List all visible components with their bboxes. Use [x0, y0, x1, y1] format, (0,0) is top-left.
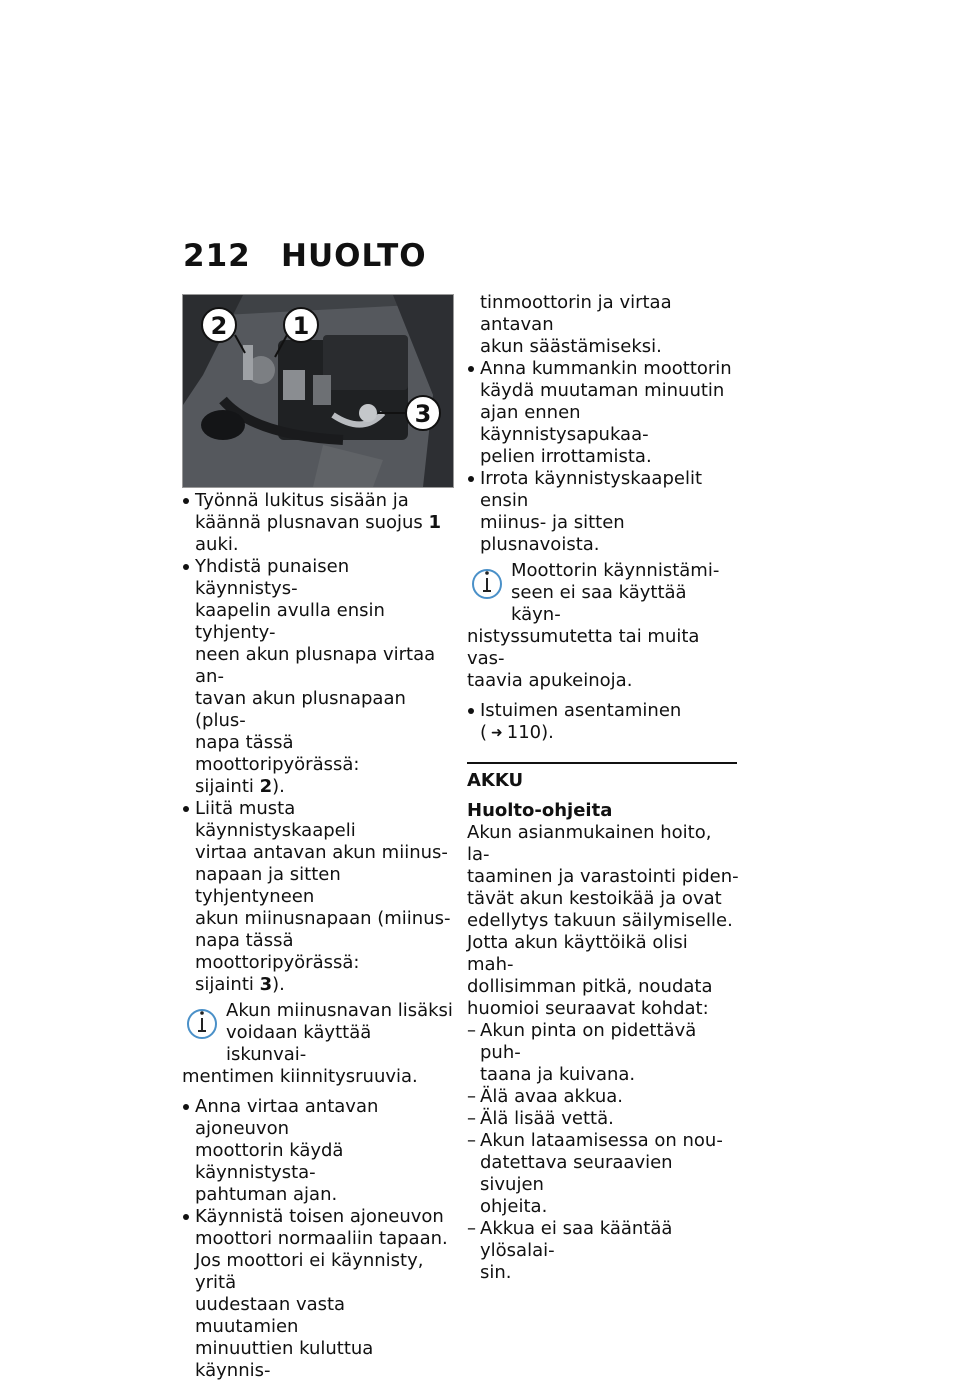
info-note: Moottorin käynnistämi- seen ei saa käyttää käyn- nistyssumutetta tai muita vas- taavia apukeinoja.: [467, 560, 720, 691]
info-icon: [182, 1000, 218, 1040]
list-item: Liitä musta käynnistyskaapeli virtaa antavan akun miinus- napaan ja sitten tyhjentyneen akun miinusnapaan (miinus- napa tässä moottoripyörässä: sijainti 3).: [182, 798, 454, 996]
list-item: Anna virtaa antavan ajoneuvon moottorin käydä käynnistysta- pahtuman ajan.: [182, 1096, 454, 1206]
list-item: – Akun pinta on pidettävä puh- taana ja kuivana.: [467, 1020, 739, 1086]
list-item: Yhdistä punaisen käynnistys- kaapelin avulla ensin tyhjenty- neen akun plusnapa virtaa an- tavan akun plusnapaan (plus- napa tässä moottoripyörässä: sijainti 2).: [182, 556, 454, 798]
subsection-heading: Huolto-ohjeita: [467, 800, 613, 821]
list-item: Irrota käynnistyskaapelit ensin miinus- ja sitten plusnavoista.: [467, 468, 739, 556]
list-item: – Älä lisää vettä.: [467, 1108, 739, 1130]
list-item: Anna kummankin moottorin käydä muutaman minuutin ajan ennen käynnistysapukaa- pelien irrottamista.: [467, 358, 739, 468]
left-column: [182, 490, 454, 1382]
callout-3: 3: [414, 400, 432, 428]
arrow-right-icon: ➜: [491, 725, 503, 741]
right-column: tinmoottorin ja virtaa antavan akun säästämiseksi. Anna kummankin moottorin käydä muutaman minuutin ajan ennen käynnistysapukaa- pelien irrottamista. Irrota käynnistyskaapelit ensin miinus- ja sitten plusnavoista. Moottorin käynnistämi- seen ei saa käyttää käyn- nistyssumutetta tai muita vas- taavia apukeinoja. Istuimen asentaminen ( ➜ 110). AKKU Huolto-ohjeita Akun asianmukainen hoito, la- taaminen ja varastointi piden- tävät akun kestoikää ja ovat edellytys takuun säilymiselle. Jotta akun käyttöikä olisi mah- dollisimman pitkä, noudata huomioi seuraavat kohdat: – Akun pinta on pidettävä puh- taana ja kuivana. – Älä avaa akkua. – Älä lisää vettä. – Akun lataamisessa on nou- datettava seuraavien sivujen ohjeita. – Akkua ei saa kääntää ylösalai- sin.: [467, 292, 739, 1284]
list-item: – Akun lataamisessa on nou- datettava seuraavien sivujen ohjeita.: [467, 1130, 739, 1218]
callout-1: 1: [292, 312, 310, 340]
info-icon: [467, 560, 503, 600]
section-heading: AKKU: [467, 770, 524, 791]
list-item: Istuimen asentaminen ( ➜ 110).: [467, 700, 739, 744]
page-header: [183, 238, 427, 274]
section-title: HUOLTO: [281, 238, 427, 274]
info-note: Akun miinusnavan lisäksi voidaan käyttää iskunvai- mentimen kiinnitysruuvia.: [182, 1000, 453, 1087]
callout-2: 2: [210, 312, 228, 340]
list-item: – Akkua ei saa kääntää ylösalai- sin.: [467, 1218, 739, 1284]
list-item: Käynnistä toisen ajoneuvon moottori normaaliin tapaan. Jos moottori ei käynnisty, yritä uudestaan vasta muutamien minuuttien kuluttua käynnis-: [182, 1206, 454, 1382]
list-item: – Älä avaa akkua.: [467, 1086, 739, 1108]
page-number: 212: [183, 238, 251, 274]
section-divider: [467, 762, 737, 764]
list-item: Työnnä lukitus sisään ja käännä plusnavan suojus 1 auki.: [182, 490, 454, 556]
battery-photo: [182, 294, 454, 488]
